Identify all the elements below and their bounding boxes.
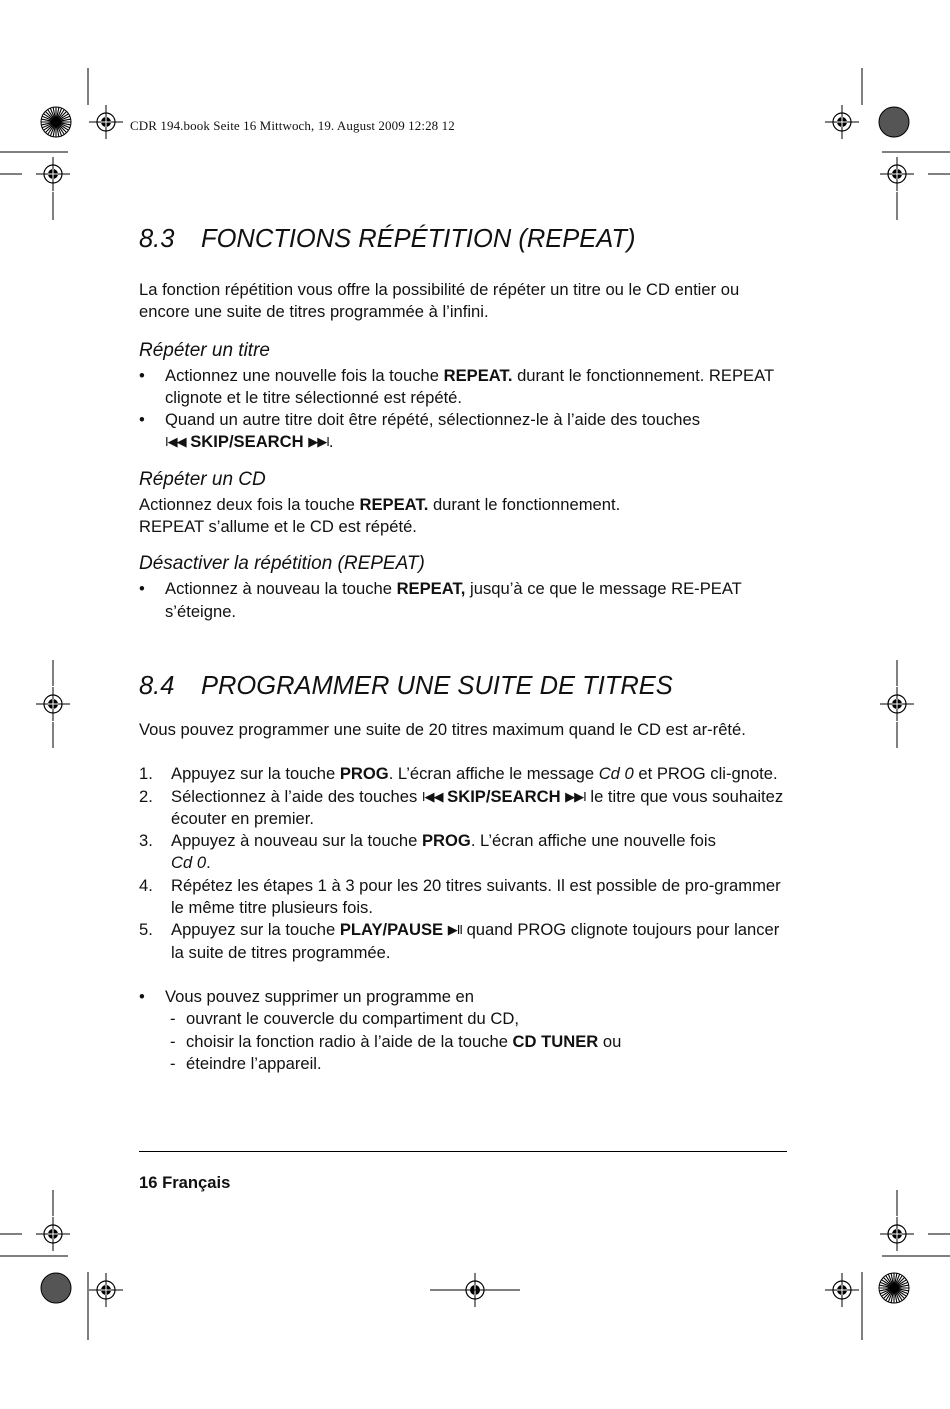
page-footer: 16 Français xyxy=(139,1173,231,1192)
section-number: 8.4 xyxy=(139,672,175,700)
bullet-item: • Vous pouvez supprimer un programme en xyxy=(139,986,474,1006)
subheading-disable-repeat: Désactiver la répétition (REPEAT) xyxy=(139,553,425,575)
intro-paragraph: Vous pouvez programmer une suite de 20 titres maximum quand le CD est ar-rêté. xyxy=(139,720,746,739)
section-title-8-3 xyxy=(139,224,789,254)
dash-item: - ouvrant le couvercle du compartiment du CD, xyxy=(170,1009,519,1029)
dash-item: - éteindre l’appareil. xyxy=(170,1053,322,1073)
subheading-repeat-cd: Répéter un CD xyxy=(139,468,266,490)
bullet-item: • Actionnez à nouveau la touche REPEAT, jusqu’à ce que le message RE-PEAT s’éteigne. xyxy=(139,579,742,621)
footer-rule xyxy=(139,1151,787,1152)
section-8-3 xyxy=(139,224,789,623)
step-item: 1. Appuyez sur la touche PROG. L’écran affiche le message Cd 0 et PROG cli-gnote. xyxy=(139,764,778,784)
cd-repeat-text: Actionnez deux fois la touche REPEAT. durant le fonctionnement. xyxy=(139,494,621,514)
step-item: 2. Sélectionnez à l’aide des touches I◀◀ SKIP/SEARCH ▶▶I le titre que vous souhaitez écouter en premier. xyxy=(139,786,784,828)
section-heading: PROGRAMMER UNE SUITE DE TITRES xyxy=(201,672,673,700)
intro-paragraph: La fonction répétition vous offre la possibilité de répéter un titre ou le CD entier ou encore une suite de titres programmée à l’infini. xyxy=(139,280,740,322)
section-8-4 xyxy=(139,671,789,1075)
section-number: 8.3 xyxy=(139,225,175,253)
section-title-8-4 xyxy=(139,671,789,701)
step-item: 3. Appuyez à nouveau sur la touche PROG. L’écran affiche une nouvelle fois Cd 0. xyxy=(139,831,716,873)
skip-forward-icon: ▶▶I xyxy=(565,788,586,804)
subheading-repeat-title: Répéter un titre xyxy=(139,339,270,361)
numbered-steps xyxy=(139,763,789,964)
skip-forward-icon: ▶▶I xyxy=(308,434,329,450)
section-heading: FONCTIONS RÉPÉTITION (REPEAT) xyxy=(201,225,636,253)
play-pause-icon: ▶II xyxy=(447,922,462,938)
skip-back-icon: I◀◀ xyxy=(165,434,186,450)
print-header: CDR 194.book Seite 16 Mittwoch, 19. August 2009 12:28 12 xyxy=(130,118,455,133)
bullet-item: • Quand un autre titre doit être répété, sélectionnez-le à l’aide des touches I◀◀ SKIP/SEARCH ▶▶I. xyxy=(139,410,701,452)
cd-repeat-text-2: REPEAT s’allume et le CD est répété. xyxy=(139,517,417,537)
step-item: 5. Appuyez sur la touche PLAY/PAUSE ▶II quand PROG clignote toujours pour lancer la suite de titres programmée. xyxy=(139,920,780,962)
skip-back-icon: I◀◀ xyxy=(421,788,443,804)
dash-item: - choisir la fonction radio à l’aide de la touche CD TUNER ou xyxy=(170,1031,622,1051)
step-item: 4. Répétez les étapes 1 à 3 pour les 20 titres suivants. Il est possible de pro-grammer le même titre plusieurs fois. xyxy=(139,875,781,918)
bullet-item: • Actionnez une nouvelle fois la touche REPEAT. durant le fonctionnement. REPEAT clignote et le titre sélectionné est répété. xyxy=(139,365,774,407)
